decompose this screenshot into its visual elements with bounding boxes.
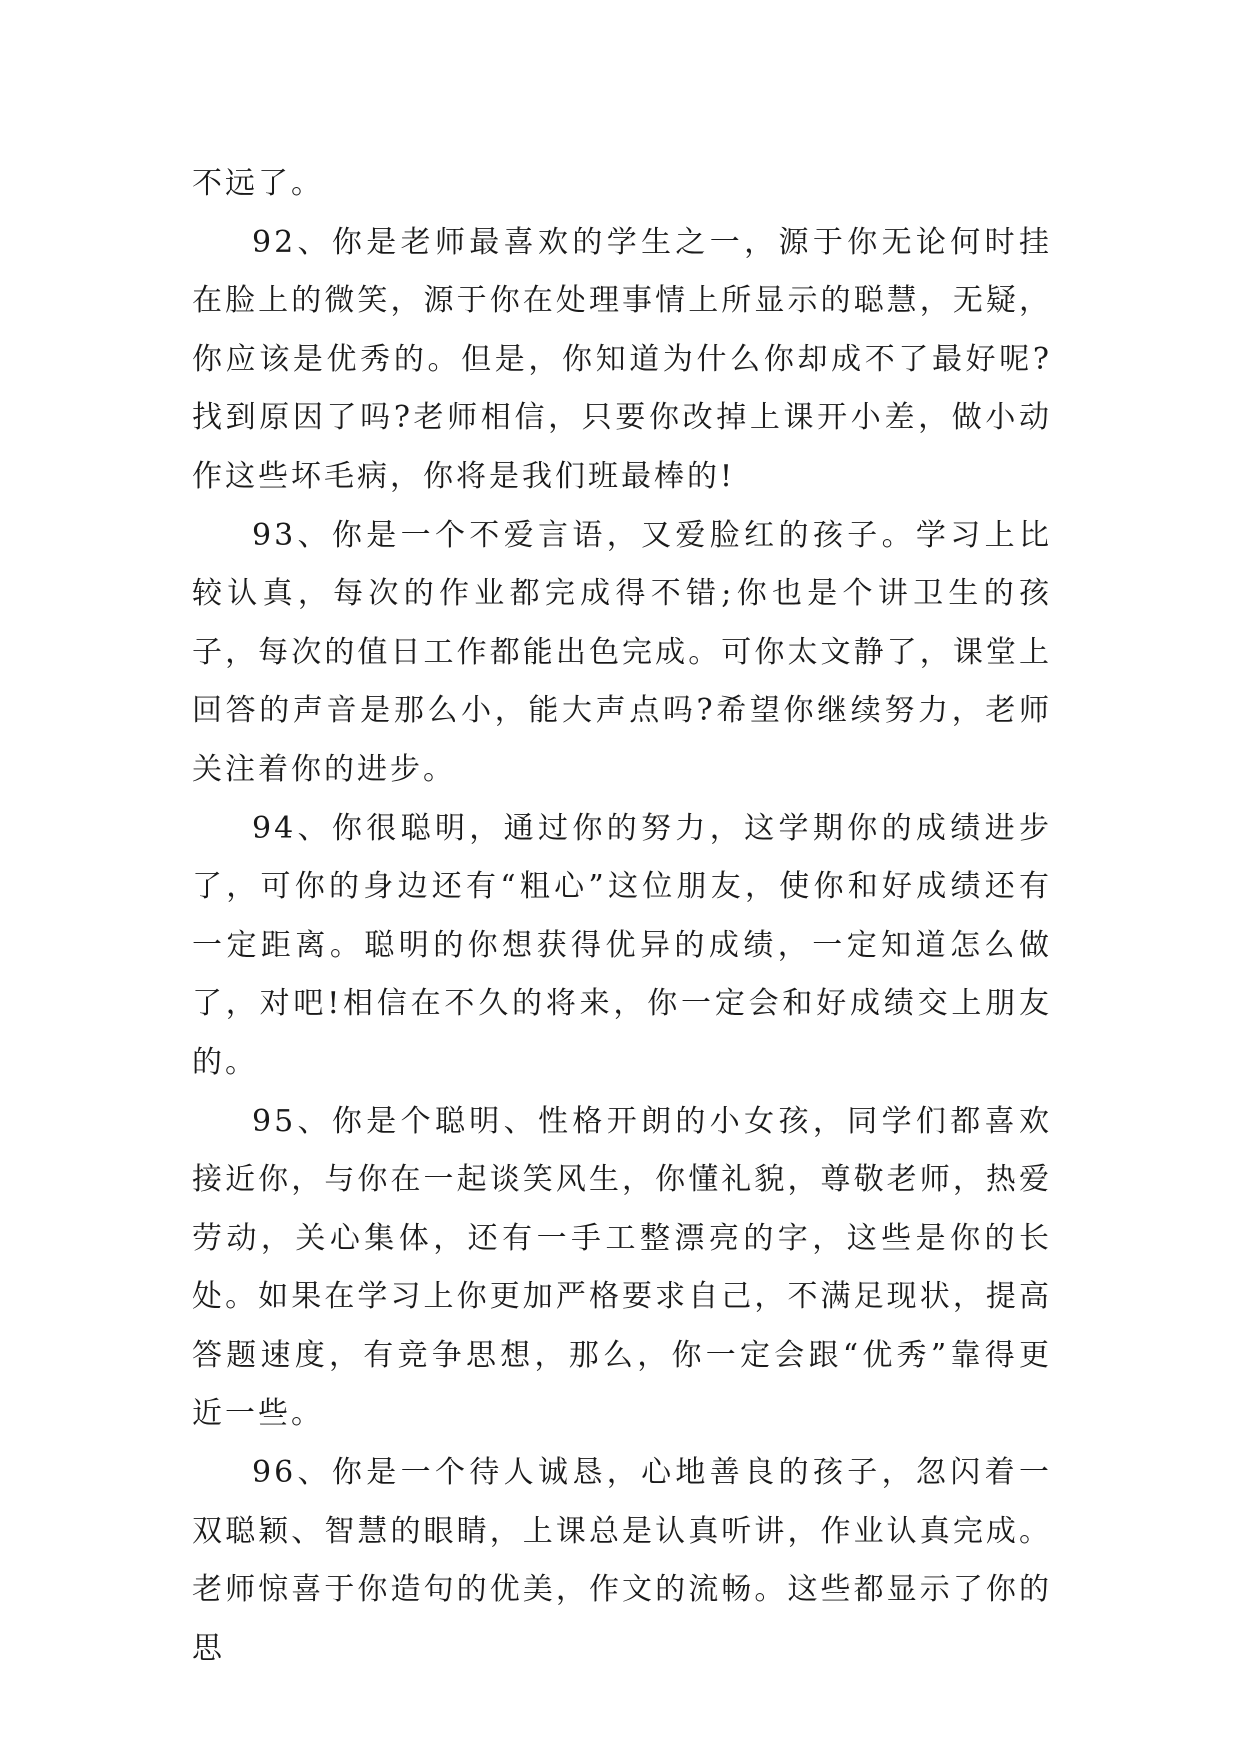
paragraph-94: 94、你很聪明，通过你的努力，这学期你的成绩进步了，可你的身边还有“粗心”这位朋友，使你和好成绩还有一定距离。聪明的你想获得优异的成绩，一定知道怎么做了，对吧!相信在不久的将来，你一定会和好成绩交上朋友的。 bbox=[192, 810, 1052, 1080]
paragraph-92: 92、你是老师最喜欢的学生之一，源于你无论何时挂在脸上的微笑，源于你在处理事情上所显示的聪慧，无疑，你应该是优秀的。但是，你知道为什么你却成不了最好呢?找到原因了吗?老师相信，只要你改掉上课开小差，做小动作这些坏毛病，你将是我们班最棒的! bbox=[192, 224, 1052, 494]
document-body bbox=[192, 155, 1052, 1678]
paragraph-continuation: 不远了。 bbox=[192, 166, 324, 201]
paragraph-93: 93、你是一个不爱言语，又爱脸红的孩子。学习上比较认真，每次的作业都完成得不错;你也是个讲卫生的孩子，每次的值日工作都能出色完成。可你太文静了，课堂上回答的声音是那么小，能大声点吗?希望你继续努力，老师关注着你的进步。 bbox=[192, 517, 1052, 787]
paragraph-95: 95、你是个聪明、性格开朗的小女孩，同学们都喜欢接近你，与你在一起谈笑风生，你懂礼貌，尊敬老师，热爱劳动，关心集体，还有一手工整漂亮的字，这些是你的长处。如果在学习上你更加严格要求自己，不满足现状，提高答题速度，有竞争思想，那么，你一定会跟“优秀”靠得更近一些。 bbox=[192, 1103, 1052, 1432]
paragraph-96: 96、你是一个待人诚恳，心地善良的孩子，忽闪着一双聪颖、智慧的眼睛，上课总是认真听讲，作业认真完成。老师惊喜于你造句的优美，作文的流畅。这些都显示了你的思 bbox=[192, 1455, 1052, 1666]
